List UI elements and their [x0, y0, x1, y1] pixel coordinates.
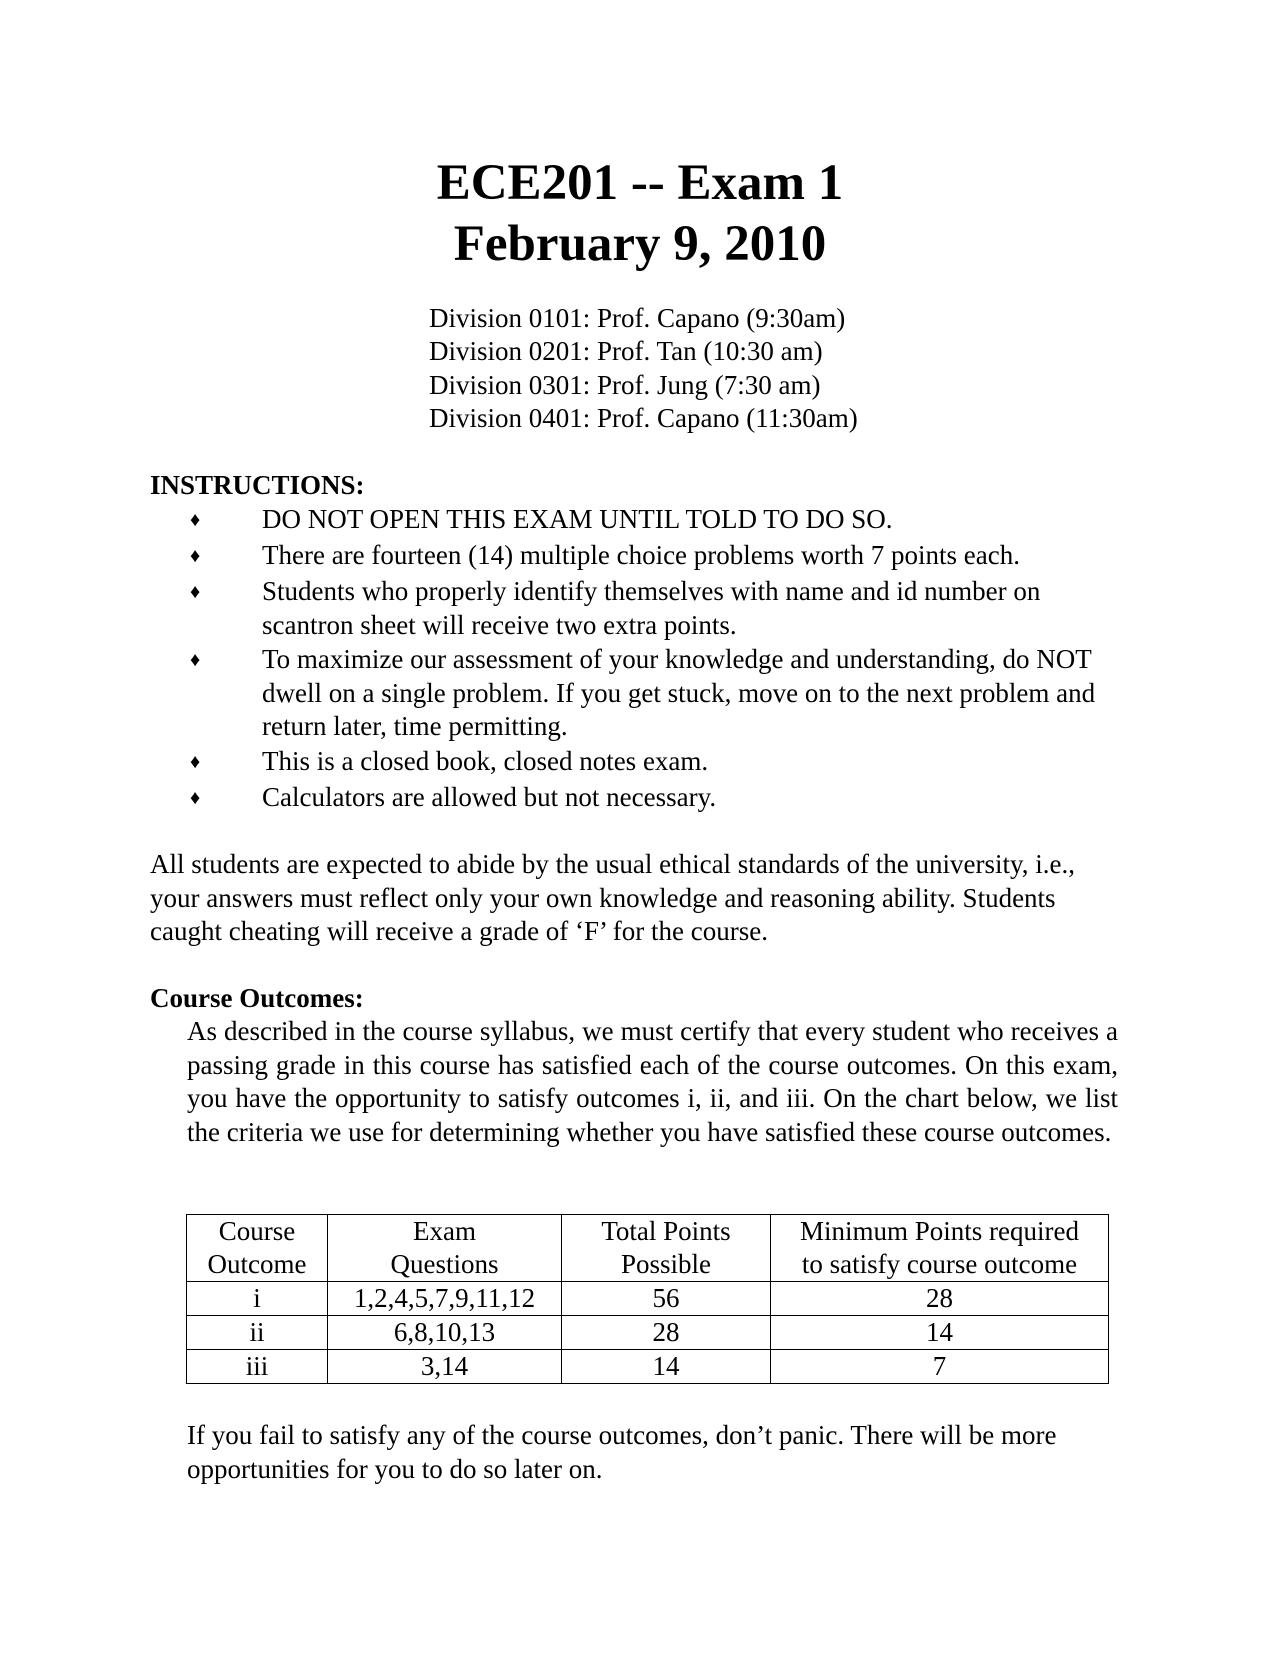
outcome-cell: iii: [187, 1350, 328, 1384]
course-outcomes-table: [186, 1214, 1109, 1384]
course-outcomes-heading: Course Outcomes:: [150, 983, 364, 1013]
diamond-bullet-icon: ♦: [190, 581, 201, 603]
questions-cell: 6,8,10,13: [328, 1316, 562, 1350]
outcome-cell: i: [187, 1282, 328, 1316]
diamond-bullet-icon: ♦: [190, 751, 201, 773]
instruction-item: To maximize our assessment of your knowledge and understanding, do NOT dwell on a single problem. If you get stuck, move on to the next problem and return later, time permitting.: [262, 644, 1096, 741]
diamond-bullet-icon: ♦: [190, 649, 201, 671]
total-points-cell: 14: [562, 1350, 771, 1384]
instructions-heading: INSTRUCTIONS:: [150, 470, 365, 500]
table-row: [187, 1282, 1109, 1316]
questions-cell: 3,14: [328, 1350, 562, 1384]
total-points-cell: 28: [562, 1316, 771, 1350]
ethics-paragraph: All students are expected to abide by the usual ethical standards of the university, i.e., your answers must reflect only your own knowledge and reasoning ability. Students caught cheating will receive a grade of ‘F’ for the course.: [150, 849, 1075, 946]
questions-cell: 1,2,4,5,7,9,11,12: [328, 1282, 562, 1316]
header-cell: Outcome: [207, 1249, 307, 1279]
instruction-item: DO NOT OPEN THIS EXAM UNTIL TOLD TO DO SO.: [262, 504, 893, 534]
header-cell: Total Points: [601, 1216, 731, 1246]
header-cell: Course: [218, 1216, 296, 1246]
table-header-row: [187, 1215, 1109, 1282]
division-line: Division 0101: Prof. Capano (9:30am): [429, 303, 846, 333]
header-cell: Possible: [620, 1249, 712, 1279]
header-cell: to satisfy course outcome: [801, 1249, 1078, 1279]
division-line: Division 0401: Prof. Capano (11:30am): [429, 403, 858, 433]
total-points-cell: 56: [562, 1282, 771, 1316]
table-row: [187, 1350, 1109, 1384]
exam-date: February 9, 2010: [453, 216, 827, 272]
header-cell: Minimum Points required: [800, 1216, 1079, 1246]
diamond-bullet-icon: ♦: [190, 509, 201, 531]
minimum-points-cell: 7: [771, 1350, 1109, 1384]
footer-paragraph: If you fail to satisfy any of the course outcomes, don’t panic. There will be more opportunities for you to do so later on.: [187, 1420, 1057, 1484]
table-row: [187, 1316, 1109, 1350]
diamond-bullet-icon: ♦: [190, 787, 201, 809]
division-line: Division 0201: Prof. Tan (10:30 am): [429, 336, 823, 366]
instruction-item: This is a closed book, closed notes exam.: [262, 746, 709, 776]
minimum-points-cell: 14: [771, 1316, 1109, 1350]
instruction-item: There are fourteen (14) multiple choice problems worth 7 points each.: [262, 540, 1020, 570]
minimum-points-cell: 28: [771, 1282, 1109, 1316]
header-cell: Questions: [390, 1249, 499, 1279]
course-outcomes-paragraph: As described in the course syllabus, we must certify that every student who receives a passing grade in this course has satisfied each of the course outcomes. On this exam, you have the opportunity to satisfy outcomes i, ii, and iii. On the chart below, we list the criteria we use for determining whether you have satisfied these course outcomes.: [187, 1016, 1118, 1147]
exam-title: ECE201 -- Exam 1: [436, 155, 844, 211]
outcome-cell: ii: [187, 1316, 328, 1350]
instruction-item: Calculators are allowed but not necessary.: [262, 782, 717, 812]
instruction-item: Students who properly identify themselves with name and id number on scantron sheet will receive two extra points.: [262, 576, 1041, 640]
diamond-bullet-icon: ♦: [190, 545, 201, 567]
division-line: Division 0301: Prof. Jung (7:30 am): [429, 370, 821, 400]
header-cell: Exam: [413, 1216, 476, 1246]
